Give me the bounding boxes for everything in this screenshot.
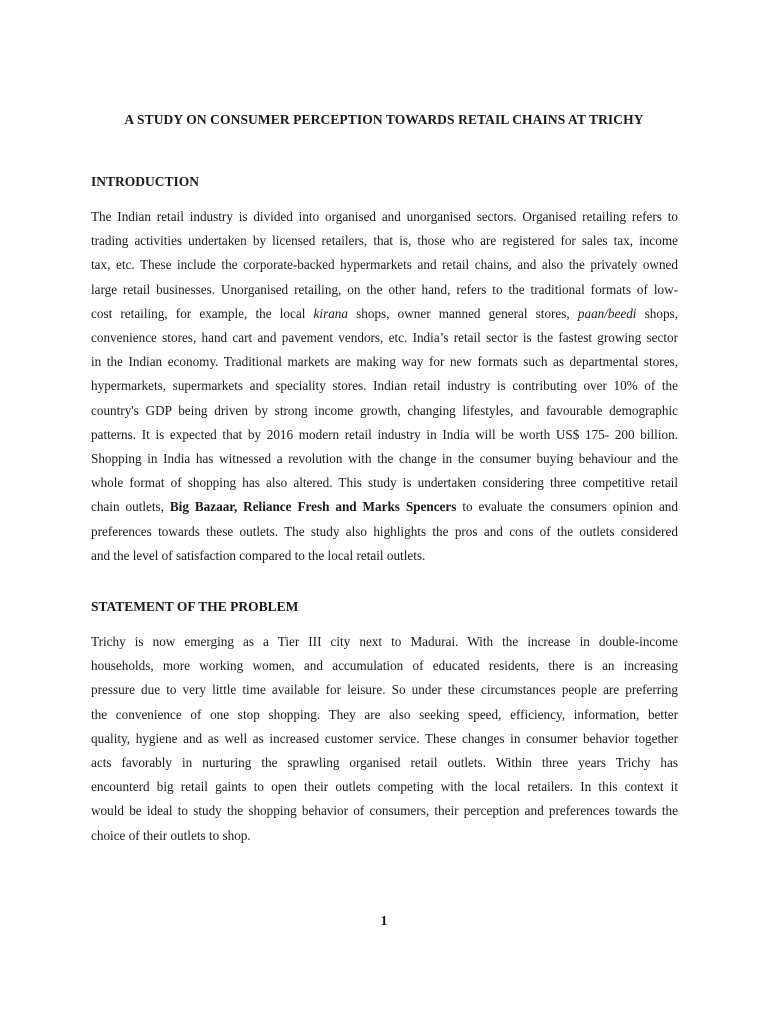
paragraph-line: large retail businesses. Unorganised retailing, on the other hand, refers to the traditional formats of low-	[91, 281, 678, 297]
paragraph-line: choice of their outlets to shop.	[91, 827, 251, 843]
section-heading-statement-of-problem: STATEMENT OF THE PROBLEM	[91, 599, 299, 614]
italic-term: kirana	[313, 305, 348, 321]
paragraph-line: would be ideal to study the shopping behavior of consumers, their perception and preferences towards the	[91, 803, 678, 819]
statement-paragraph	[91, 630, 678, 848]
paragraph-line: in the Indian economy. Traditional markets are making way for new formats such as departmental stores,	[91, 354, 678, 370]
paragraph-line: whole format of shopping has also altered. This study is undertaken considering three competitive retail	[91, 475, 678, 491]
paragraph-line: the convenience of one stop shopping. They are also seeking speed, efficiency, information, better	[91, 706, 678, 722]
paragraph-line: country's GDP being driven by strong income growth, changing lifestyles, and favourable demographic	[91, 402, 678, 418]
paragraph-line: Trichy is now emerging as a Tier III city next to Madurai. With the increase in double-income	[91, 634, 678, 649]
paragraph-line: The Indian retail industry is divided into organised and unorganised sectors. Organised retailing refers to	[91, 209, 678, 224]
paragraph-line: trading activities undertaken by licensed retailers, that is, those who are registered for sales tax, income	[91, 233, 678, 249]
page-number: 1	[380, 914, 388, 929]
paragraph-line: and the level of satisfaction compared to the local retail outlets.	[91, 547, 426, 563]
paragraph-line: households, more working women, and accumulation of educated residents, there is an increasing	[91, 658, 678, 674]
paragraph-line: preferences towards these outlets. The study also highlights the pros and cons of the outlets considered	[91, 523, 678, 539]
paragraph-line: cost retailing, for example, the local kirana shops, owner manned general stores, paan/beedi shops,	[91, 305, 678, 321]
paragraph-line: tax, etc. These include the corporate-backed hypermarkets and retail chains, and also the privately owned	[91, 257, 678, 273]
section-heading-introduction: INTRODUCTION	[91, 174, 200, 189]
paragraph-line: encounterd big retail gaints to open their outlets competing with the local retailers. In this context it	[91, 779, 678, 795]
paragraph-line: pressure due to very little time available for leisure. So under these circumstances people are preferring	[91, 682, 678, 698]
paragraph-line: quality, hygiene and as well as increased customer service. These changes in consumer behavior together	[91, 730, 678, 746]
document-title: A STUDY ON CONSUMER PERCEPTION TOWARDS RETAIL CHAINS AT TRICHY	[124, 112, 644, 127]
paragraph-line: patterns. It is expected that by 2016 modern retail industry in India will be worth US$ 175- 200 billion.	[91, 426, 678, 442]
paragraph-line: acts favorably in nurturing the sprawling organised retail outlets. Within three years Trichy has	[91, 755, 678, 771]
paragraph-line: Shopping in India has witnessed a revolution with the change in the consumer buying behaviour and the	[91, 451, 678, 467]
paragraph-line: hypermarkets, supermarkets and speciality stores. Indian retail industry is contributing over 10% of the	[91, 378, 678, 394]
paragraph-line: chain outlets, Big Bazaar, Reliance Fresh and Marks Spencers to evaluate the consumers opinion and	[91, 499, 678, 515]
paragraph-line: convenience stores, hand cart and pavement vendors, etc. India’s retail sector is the fastest growing sector	[91, 330, 678, 346]
introduction-paragraph	[91, 205, 678, 568]
bold-outlet-names: Big Bazaar, Reliance Fresh and Marks Spencers	[169, 499, 457, 515]
italic-term: paan/beedi	[577, 305, 637, 321]
